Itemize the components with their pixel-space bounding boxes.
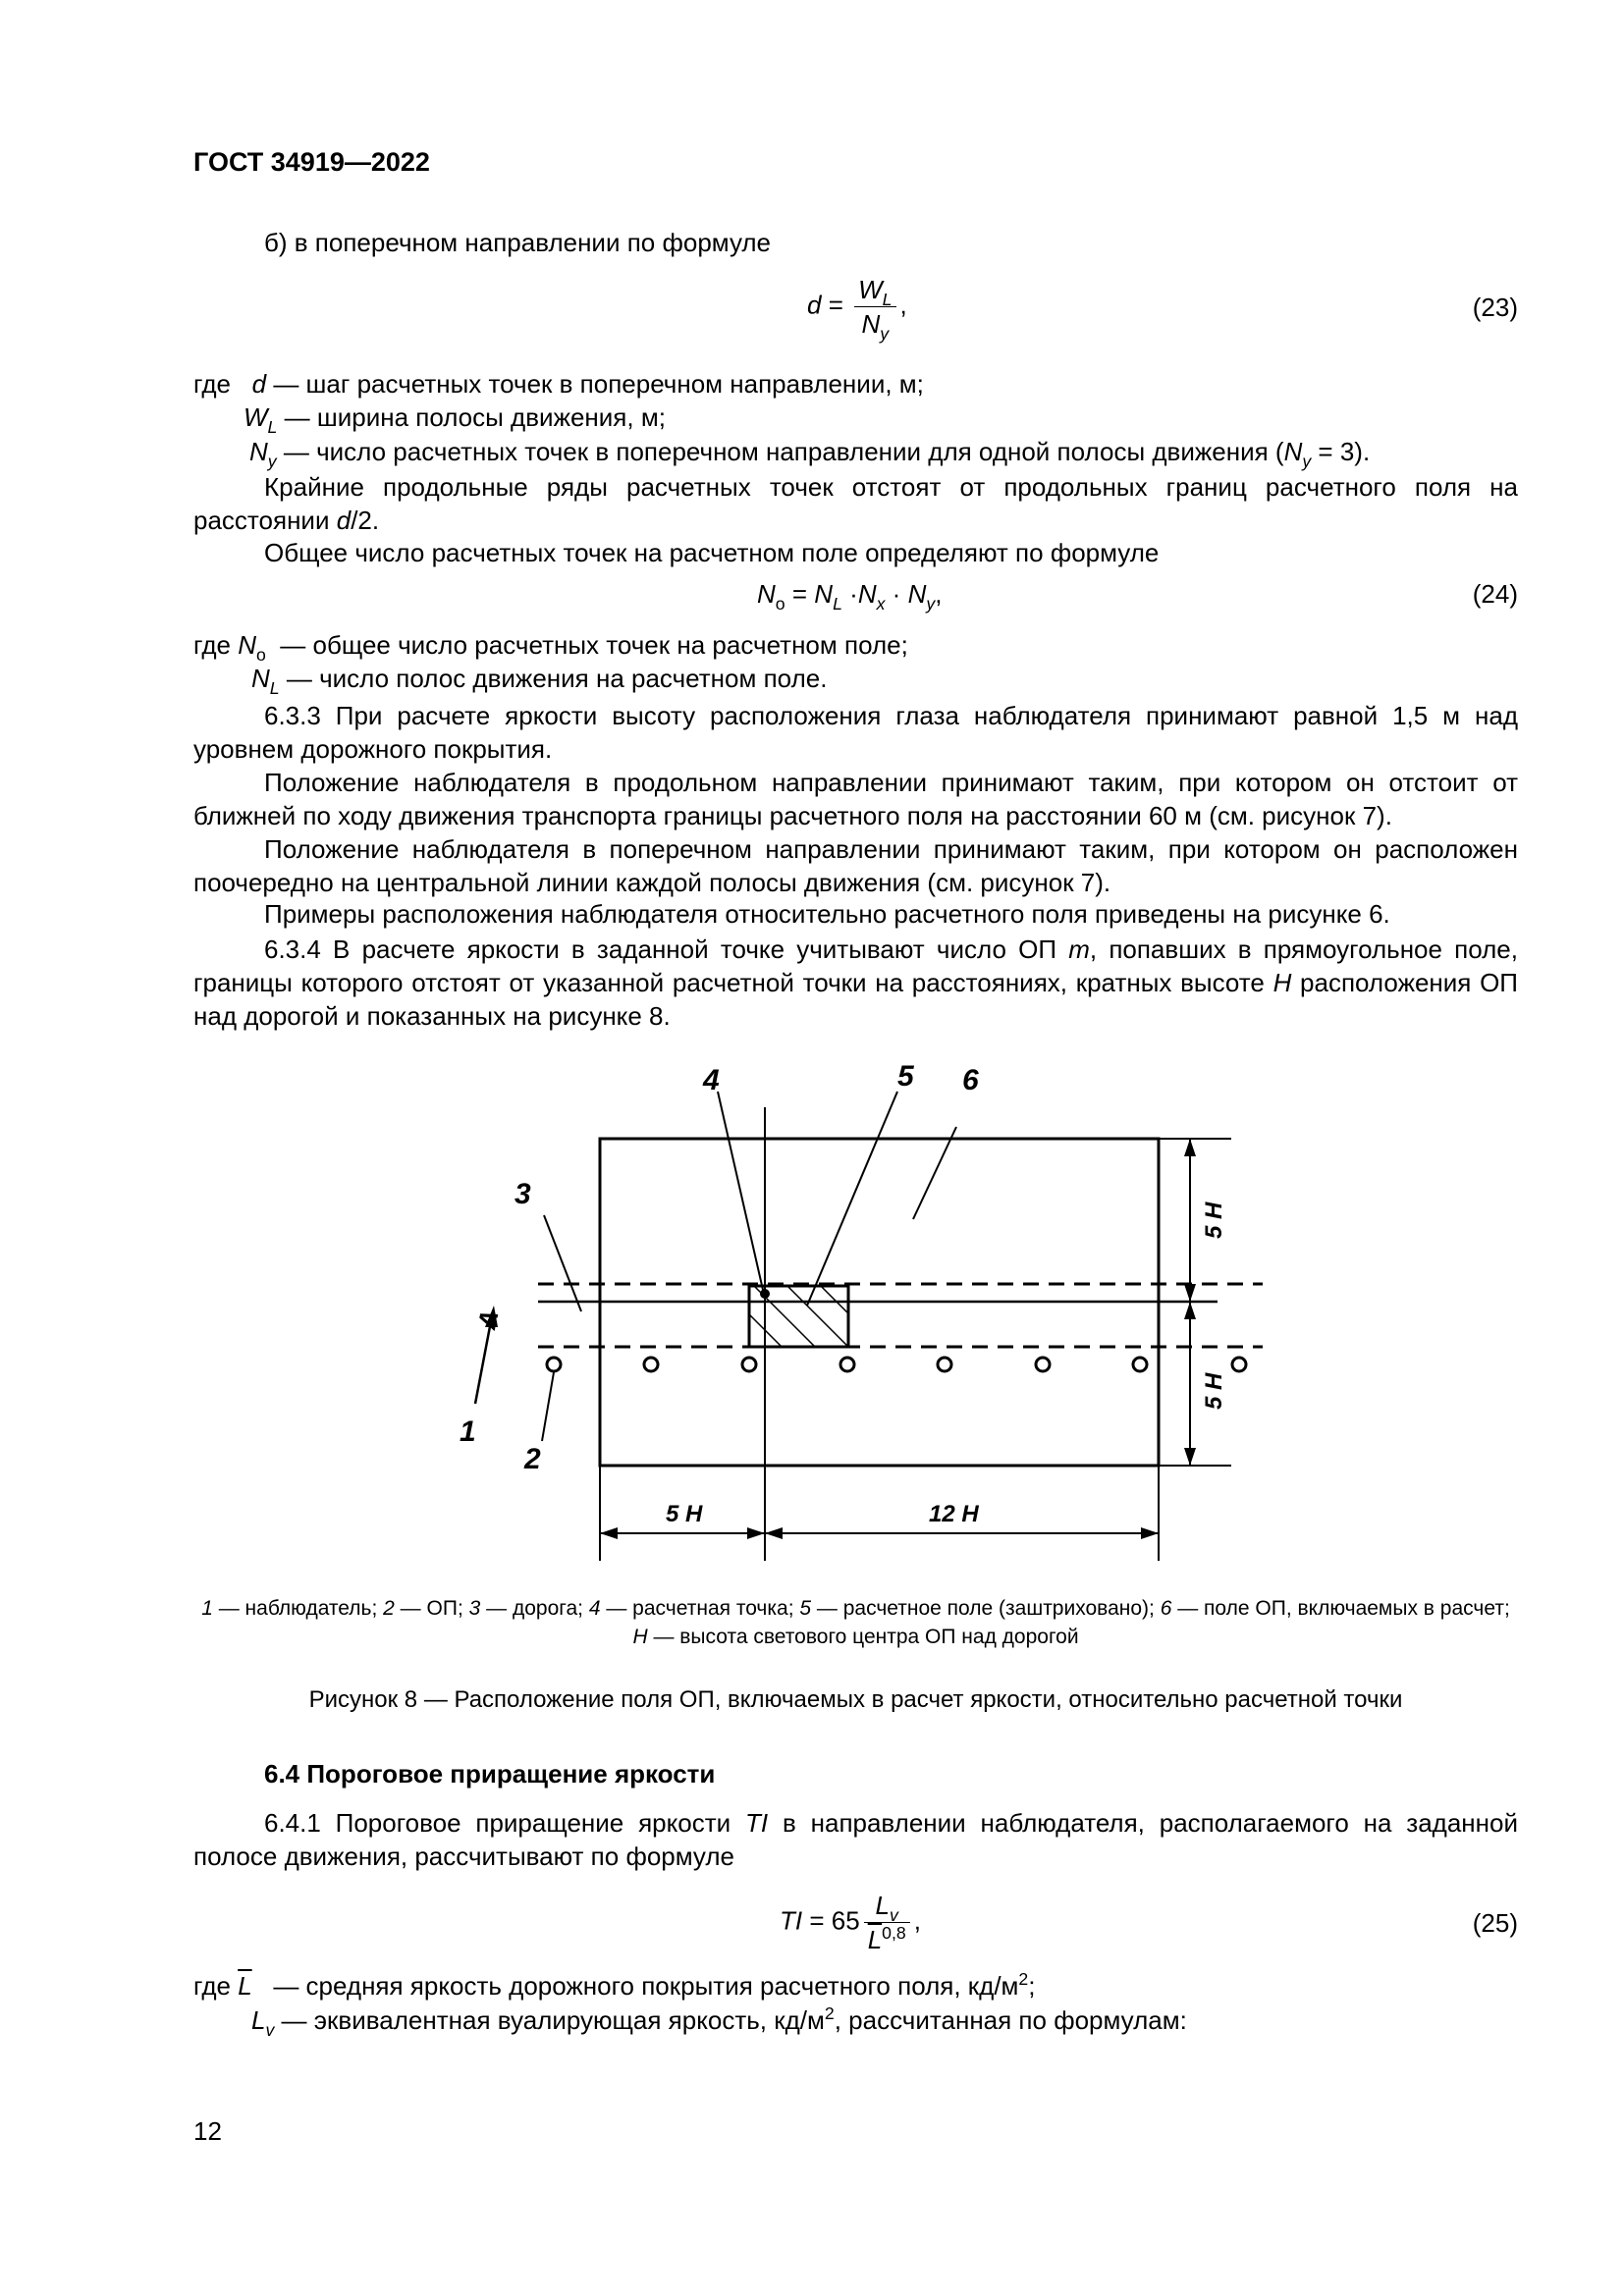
formula-24: $N_о = N_L \cdot N_x \cdot N_y$,: [757, 579, 943, 614]
label-1: 1: [460, 1415, 476, 1448]
figure-caption: 1 — наблюдатель; 2 — ОП; 3 — дорога; 4 — расчетная точка; 5 — расчетное поле (заштриховано); 6 — поле ОП, включаемых в расчет; H — высота светового центра ОП над дорогой: [201, 1597, 1510, 1648]
where-item-nl: $N_L$ — число полос движения на расчетном поле.: [251, 664, 828, 698]
paragraph-6-3-4: 6.3.4 В расчете яркости в заданной точке учитывают число ОП m, попавших в прямоугольное поле, границы которого отстоят от указанной расчетной точки на расстояниях, кратных высоте H расположения ОП над дорогой и показанных на рисунке 8.: [193, 934, 1518, 1031]
page-number: 12: [193, 2116, 222, 2146]
luminaire: [1133, 1358, 1147, 1371]
dim-right-top: 5 H: [1201, 1201, 1227, 1239]
figure-8-diagram: [412, 1041, 1276, 1571]
dim-bottom: 12 H: [929, 1501, 979, 1527]
label-a: A: [471, 1308, 505, 1332]
figure-title: Рисунок 8 — Расположение поля ОП, включаемых в расчет яркости, относительно расчетной точки: [308, 1686, 1403, 1713]
paragraph-longitudinal: Положение наблюдателя в продольном направлении принимают таким, при котором он отстоит от ближней по ходу движения транспорта границы расчетного поля на расстоянии 60 м (см. рисунок 7).: [193, 768, 1518, 830]
equation-number-23: (23): [1472, 293, 1518, 322]
luminaire: [1036, 1358, 1050, 1371]
luminaires: [547, 1358, 1246, 1371]
label-6: 6: [962, 1064, 979, 1096]
luminaire: [742, 1358, 756, 1371]
where-item-ny: $N_y$ — число расчетных точек в поперечном направлении для одной полосы движения $(N_y = 3)$.: [249, 437, 1371, 471]
paragraph-examples: Примеры расположения наблюдателя относительно расчетного поля приведены на рисунке 6.: [264, 899, 1390, 929]
dim-right-bottom: 5 H: [1201, 1372, 1227, 1410]
where-item-d: где d — шаг расчетных точек в поперечном направлении, м;: [193, 369, 924, 399]
dim-left: 5 H: [666, 1501, 703, 1527]
label-4: 4: [703, 1064, 720, 1096]
equation-number-25: (25): [1472, 1908, 1518, 1938]
where-item-no: где $N_о$ — общее число расчетных точек на расчетном поле;: [193, 630, 908, 665]
luminaire: [938, 1358, 951, 1371]
equation-number-24: (24): [1472, 579, 1518, 609]
label-2: 2: [524, 1443, 541, 1475]
paragraph-6-3-3: 6.3.3 При расчете яркости высоту расположения глаза наблюдателя принимают равной 1,5 м над уровнем дорожного покрытия.: [193, 701, 1518, 764]
where-item-wl: $W_L$ — ширина полосы движения, м;: [244, 402, 666, 437]
paragraph-6-4-1: 6.4.1 Пороговое приращение яркости TI в направлении наблюдателя, располагаемого на заданной полосе движения, рассчитывают по формуле: [193, 1808, 1518, 1871]
paragraph-extreme-rows: Крайние продольные ряды расчетных точек отстоят от продольных границ расчетного поля на расстоянии d/2.: [193, 472, 1518, 535]
where-item-lbar: где $\overline{L}$ — средняя яркость дорожного покрытия расчетного поля, $кд/м^2$;: [193, 1969, 1036, 2001]
document-header: ГОСТ 34919—2022: [193, 147, 430, 177]
label-5: 5: [897, 1060, 914, 1093]
paragraph-b-intro: б) в поперечном направлении по формуле: [264, 228, 772, 257]
where-item-lv: $L_v$ — эквивалентная вуалирующая яркость, $кд/м^2$, рассчитанная по формулам:: [251, 2003, 1187, 2040]
paragraph-transverse: Положение наблюдателя в поперечном направлении принимают таким, при котором он расположен поочередно на центральной линии каждой полосы движения (см. рисунок 7).: [193, 834, 1518, 897]
section-6-4-title: 6.4 Пороговое приращение яркости: [264, 1759, 716, 1789]
formula-23: d = $\frac{W_L}{N_y}$ ,: [807, 275, 907, 344]
luminaire: [840, 1358, 854, 1371]
luminaire: [1232, 1358, 1246, 1371]
luminaire: [547, 1358, 561, 1371]
formula-25: TI = 65 $\frac{L_v}{\overline{L}^{0,8}}$ ,: [780, 1891, 921, 1954]
luminaire: [644, 1358, 658, 1371]
paragraph-total-points: Общее число расчетных точек на расчетном поле определяют по формуле: [264, 538, 1160, 567]
calculation-point: [760, 1289, 770, 1299]
label-3: 3: [514, 1178, 531, 1210]
